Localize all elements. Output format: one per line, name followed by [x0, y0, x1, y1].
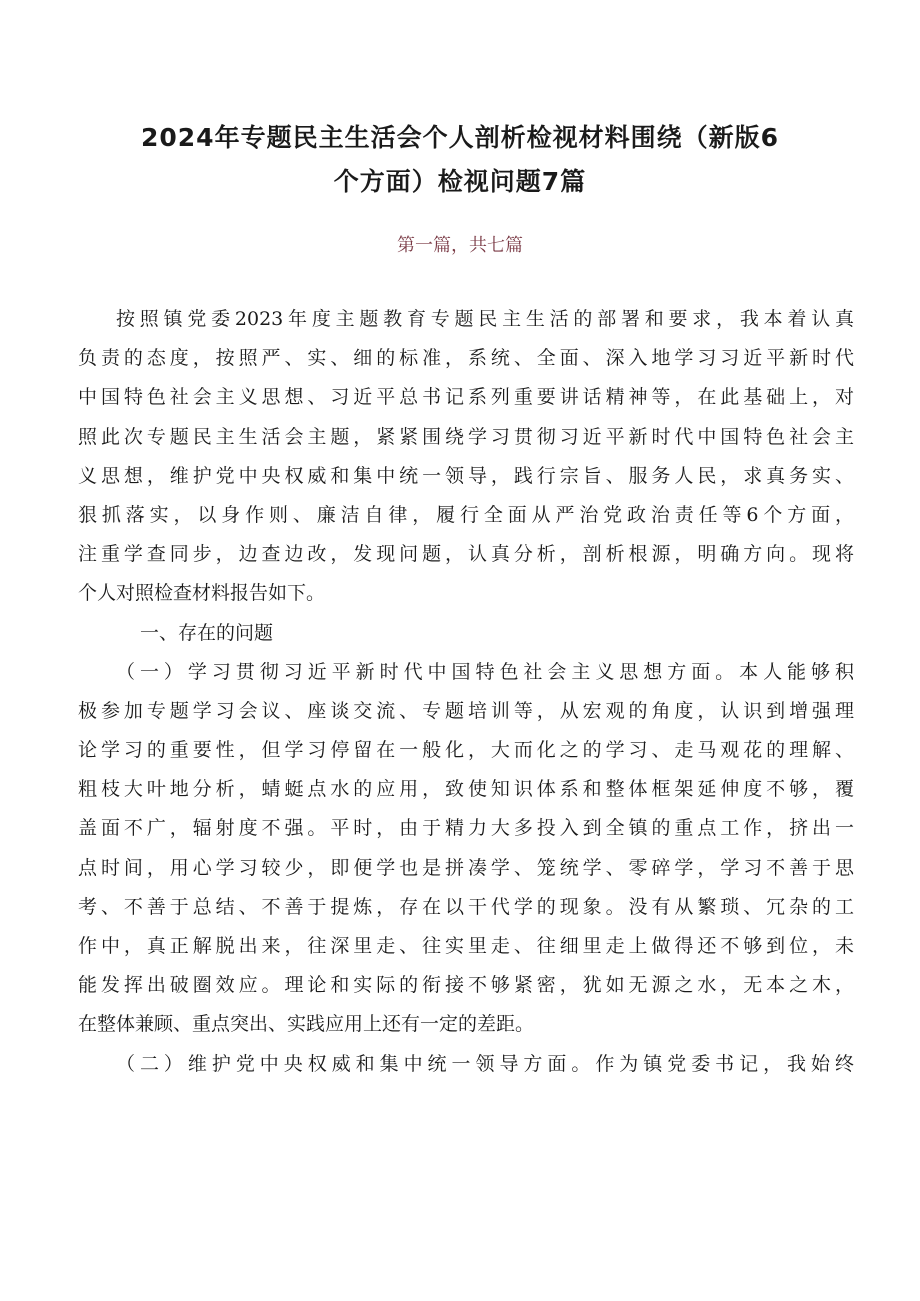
para1-line: 考、不善于总结、不善于提炼，存在以干代学的现象。没有从繁琐、冗杂的工: [78, 895, 854, 918]
intro-line: 义思想，维护党中央权威和集中统一领导，践行宗旨、服务人民，求真务实、: [78, 464, 854, 487]
para1-line: 极参加专题学习会议、座谈交流、专题培训等，从宏观的角度，认识到增强理: [78, 699, 854, 722]
para1-line: 粗枝大叶地分析，蜻蜓点水的应用，致使知识体系和整体框架延伸度不够，覆: [78, 778, 854, 801]
intro-line: 个人对照检查材料报告如下。: [78, 582, 326, 605]
para1-line: 盖面不广，辐射度不强。平时，由于精力大多投入到全镇的重点工作，挤出一: [78, 817, 854, 840]
intro-line: 狠抓落实，以身作则、廉洁自律，履行全面从严治党政治责任等6个方面，: [78, 503, 854, 526]
document-body: [78, 300, 854, 1084]
document-title: [70, 116, 850, 204]
intro-line: 照此次专题民主生活会主题，紧紧围绕学习贯彻习近平新时代中国特色社会主: [78, 425, 854, 448]
title-line-1: 2024年专题民主生活会个人剖析检视材料围绕（新版6: [141, 123, 779, 152]
para1-line: 论学习的重要性，但学习停留在一般化，大而化之的学习、走马观花的理解、: [78, 739, 854, 762]
subheading-problems: 一、存在的问题: [140, 621, 274, 644]
intro-line: 注重学查同步，边查边改，发现问题，认真分析，剖析根源，明确方向。现将: [78, 543, 854, 566]
para1-line: 点时间，用心学习较少，即便学也是拼凑学、笼统学、零碎学，学习不善于思: [78, 856, 854, 879]
para1-line: 能发挥出破圈效应。理论和实际的衔接不够紧密，犹如无源之水，无本之木，: [78, 974, 854, 997]
intro-line: 负责的态度，按照严、实、细的标准，系统、全面、深入地学习习近平新时代: [78, 347, 854, 370]
title-line-2: 个方面）检视问题7篇: [333, 167, 587, 196]
para1-line: （一）学习贯彻习近平新时代中国特色社会主义思想方面。本人能够积: [116, 660, 854, 683]
para1-line: 在整体兼顾、重点突出、实践应用上还有一定的差距。: [78, 1013, 535, 1036]
para1-line: 作中，真正解脱出来，往深里走、往实里走、往细里走上做得还不够到位，未: [78, 935, 854, 957]
intro-line: 中国特色社会主义思想、习近平总书记系列重要讲话精神等，在此基础上，对: [78, 386, 854, 409]
intro-line: 按照镇党委2023年度主题教育专题民主生活的部署和要求，我本着认真: [116, 308, 854, 330]
para2-line: （二）维护党中央权威和集中统一领导方面。作为镇党委书记，我始终: [116, 1052, 854, 1075]
section-heading: 第一篇，共七篇: [397, 235, 523, 256]
